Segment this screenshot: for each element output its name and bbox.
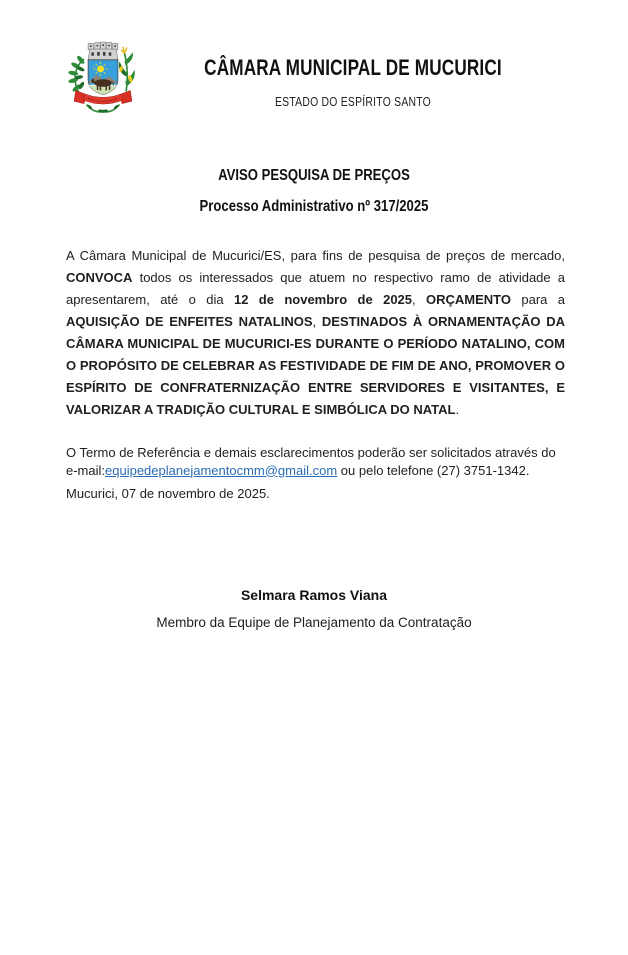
date-line: Mucurici, 07 de novembro de 2025.	[66, 486, 270, 501]
text-run: .	[455, 402, 460, 417]
mucurici-coat-of-arms-icon	[61, 40, 145, 126]
letterhead	[142, 56, 564, 109]
text-run-bold: AQUISIÇÃO DE ENFEITES NATALINOS	[66, 314, 313, 329]
text-run: para a	[511, 292, 565, 307]
org-name: CÂMARA MUNICIPAL DE MUCURICI	[204, 55, 502, 80]
process-number: Processo Administrativo nº 317/2025	[199, 198, 429, 215]
body-paragraph	[66, 245, 565, 421]
text-run-bold: DESTINADOS À ORNAMENTAÇÃO DA CÂMARA MUNICIPAL DE MUCURICI-ES DURANTE O PERÍODO NATALINO, COM O PROPÓSITO DE CELEBRAR AS FESTIVIDADE DE FIM DE ANO, PROMOVER O ESPÍRITO DE CONFRATERNIZAÇÃO ENTRE SERVIDORES E VISITANTES, E VALORIZAR A TRADIÇÃO CULTURAL E SIMBÓLICA DO NATAL	[66, 314, 565, 417]
signature-name: Selmara Ramos Viana	[240, 587, 388, 603]
text-run-bold: CONVOCA	[66, 270, 133, 285]
text-run-bold: 12 de novembro de 2025	[233, 292, 413, 307]
email-link[interactable]: equipedeplanejamentocmm@gmail.com	[105, 462, 338, 478]
text-run: O Termo de Referência e demais esclarecimentos poderão ser solicitados através do e-mail:	[66, 445, 556, 478]
signature-role: Membro da Equipe de Planejamento da Contratação	[156, 615, 472, 630]
notice-title: AVISO PESQUISA DE PREÇOS	[218, 167, 410, 184]
text-run: ou pelo telefone (27) 3751-1342.	[337, 462, 530, 478]
text-run: ,	[412, 292, 427, 307]
text-run-bold: ORÇAMENTO	[426, 292, 511, 307]
text-run: todos os interessados que atuem no respectivo ramo de atividade a apresentarem, até o dia	[66, 270, 565, 307]
state-line: ESTADO DO ESPÍRITO SANTO	[274, 94, 431, 109]
text-run: ,	[312, 314, 322, 329]
text-run: A Câmara Municipal de Mucurici/ES, para fins de pesquisa de preços de mercado,	[66, 248, 565, 263]
contact-paragraph	[66, 444, 568, 479]
